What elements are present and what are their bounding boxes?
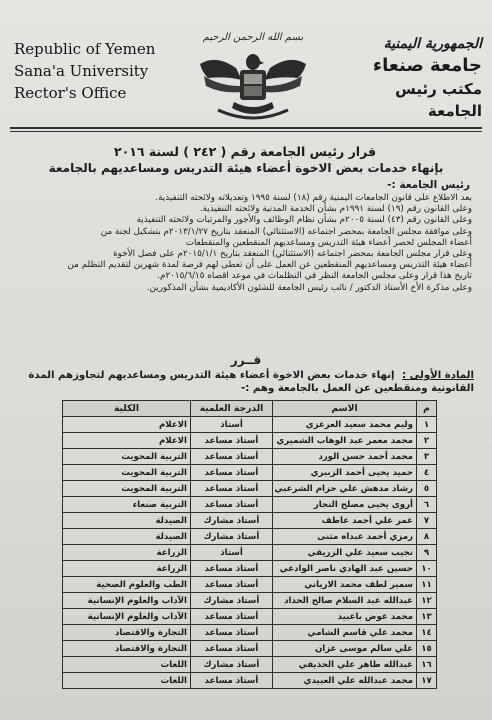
academic-rank: أستاذ مساعد: [191, 433, 273, 449]
table-row: [63, 593, 437, 609]
decision-subtitle: بإنهاء خدمات بعض الاخوة أعضاء هيئة التدريس ومساعديهم بالجامعة: [48, 161, 444, 175]
faculty-name: التربية المحويت: [63, 481, 191, 497]
faculty-name: الاعلام: [63, 417, 191, 433]
row-number: ١١: [417, 577, 437, 593]
staff-name: محمد عوض باعبيد: [273, 609, 417, 625]
table-row: [63, 433, 437, 449]
academic-rank: أستاذ مشارك: [191, 593, 273, 609]
table-row: [63, 625, 437, 641]
table-row: [63, 657, 437, 673]
table-row: [63, 497, 437, 513]
addressee: رئيس الجامعة :-: [387, 179, 470, 191]
staff-name: عبدالله عبد السلام صالح الحداد: [273, 593, 417, 609]
faculty-name: الزراعة: [63, 545, 191, 561]
faculty-name: الاعلام: [63, 433, 191, 449]
row-number: ٦: [417, 497, 437, 513]
staff-table: [62, 400, 437, 689]
letterhead-line: Sana'a University: [14, 62, 149, 80]
row-number: ١: [417, 417, 437, 433]
faculty-name: التربية المحويت: [63, 465, 191, 481]
column-header-number: م: [417, 401, 437, 417]
letterhead-line: الجمهورية اليمنية: [383, 36, 482, 52]
staff-name: رشاد مدهش علي حزام الشرعبي: [273, 481, 417, 497]
academic-rank: أستاذ مشارك: [191, 529, 273, 545]
staff-name: رمزي أحمد عبداه مثنى: [273, 529, 417, 545]
faculty-name: التجارة والاقتصاد: [63, 641, 191, 657]
row-number: ٢: [417, 433, 437, 449]
faculty-name: الآداب والعلوم الإنسانية: [63, 609, 191, 625]
row-number: ٥: [417, 481, 437, 497]
faculty-name: الصيدلة: [63, 529, 191, 545]
staff-name: وليم محمد سعيد العزعزي: [273, 417, 417, 433]
column-header-rank: الدرجة العلمية: [191, 401, 273, 417]
row-number: ٩: [417, 545, 437, 561]
preamble-clause: وعلى موافقة مجلس الجامعة بمحضر اجتماعه (الاستثنائي) المنعقد بتاريخ ٢٠١٣/١/٢٧م بتشكيل لجنة من: [100, 226, 472, 237]
table-row: [63, 417, 437, 433]
letterhead-line: Republic of Yemen: [14, 40, 156, 58]
preamble-clause: تاريخ هذا قرار وعلى مجلس الجامعة النظر في التظلمات في موعد اقصاه ٢٠١٥/٦/١٥م.: [157, 271, 472, 282]
faculty-name: اللغات: [63, 673, 191, 689]
academic-rank: أستاذ: [191, 545, 273, 561]
academic-rank: أستاذ مساعد: [191, 497, 273, 513]
preamble: [20, 193, 472, 294]
table-row: [63, 465, 437, 481]
faculty-name: التجارة والاقتصاد: [63, 625, 191, 641]
row-number: ١٢: [417, 593, 437, 609]
staff-name: عمر علي أحمد عاطف: [273, 513, 417, 529]
decision-title: قرار رئيس الجامعة رقم ( ٢٤٢ ) لسنة ٢٠١٦: [113, 144, 377, 159]
article-one: [18, 369, 474, 395]
table-row: [63, 673, 437, 689]
faculty-name: الصيدلة: [63, 513, 191, 529]
staff-name: سمير لطف محمد الارياني: [273, 577, 417, 593]
table-row: [63, 545, 437, 561]
header-divider-thin: [10, 131, 482, 132]
faculty-name: التربية صنعاء: [63, 497, 191, 513]
staff-name: أروى يحيى مصلح النجار: [273, 497, 417, 513]
academic-rank: أستاذ مساعد: [191, 625, 273, 641]
faculty-name: الزراعة: [63, 561, 191, 577]
table-row: [63, 513, 437, 529]
yemen-eagle-emblem-icon: [196, 46, 310, 126]
decree-heading: قــرر: [230, 353, 262, 367]
article-one-text: إنهاء خدمات بعض الاخوة أعضاء هيئة التدريس ومساعديهم لتجاوزهم المدة القانونية ومنقطعين عن العمل بالجامعة وهم :-: [28, 370, 474, 394]
academic-rank: أستاذ مشارك: [191, 657, 273, 673]
row-number: ١٦: [417, 657, 437, 673]
row-number: ١٠: [417, 561, 437, 577]
row-number: ١٥: [417, 641, 437, 657]
basmala: بسم الله الرحمن الرحيم: [202, 32, 304, 43]
table-row: [63, 609, 437, 625]
preamble-clause: وعلى قرار مجلس الجامعة بمحضر اجتماعه (الاستثنائي) المنعقد بتاريخ ٢٠١٥/١/١م على فصل الأخوة: [113, 249, 472, 260]
column-header-faculty: الكلية: [63, 401, 191, 417]
academic-rank: أستاذ مساعد: [191, 673, 273, 689]
preamble-clause: وعلى القانون رقم (٤٣) لسنة ٢٠٠٥م بشأن نظام الوظائف والأجور والمرتبات ولائحته التنفيذية: [136, 215, 472, 226]
table-row: [63, 529, 437, 545]
academic-rank: أستاذ مساعد: [191, 449, 273, 465]
row-number: ٨: [417, 529, 437, 545]
staff-name: عبدالله طاهر علي الحذيفي: [273, 657, 417, 673]
academic-rank: أستاذ مساعد: [191, 577, 273, 593]
staff-name: حسين عبد الهادي ناصر الوادعي: [273, 561, 417, 577]
academic-rank: أستاذ مساعد: [191, 561, 273, 577]
faculty-name: الآداب والعلوم الإنسانية: [63, 593, 191, 609]
preamble-clause: وعلى القانون رقم (١٩) لسنة ١٩٩١م بشأن الخدمة المدنية ولائحته التنفيذية.: [199, 204, 472, 215]
table-row: [63, 577, 437, 593]
column-header-name: الاسم: [273, 401, 417, 417]
row-number: ١٣: [417, 609, 437, 625]
row-number: ٤: [417, 465, 437, 481]
faculty-name: التربية المحويت: [63, 449, 191, 465]
table-row: [63, 641, 437, 657]
preamble-clause: وعلى مذكرة الأخ الأستاذ الدكتور / نائب رئيس الجامعة للشئون الأكاديمية بشأن المذكورين.: [146, 282, 472, 293]
academic-rank: أستاذ مساعد: [191, 481, 273, 497]
staff-name: علي سالم موسى عزان: [273, 641, 417, 657]
row-number: ١٧: [417, 673, 437, 689]
staff-name: محمد علي قاسم الشامي: [273, 625, 417, 641]
staff-name: نجيب سعيد علي الزريقي: [273, 545, 417, 561]
preamble-clause: بعد الاطلاع على قانون الجامعات اليمنية رقم (١٨) لسنة ١٩٩٥ وتعديلاته ولائحته التنفيذية.: [155, 193, 472, 203]
table-header-row: [63, 401, 437, 417]
table-row: [63, 449, 437, 465]
table-row: [63, 481, 437, 497]
header-divider: [10, 127, 482, 129]
article-one-label: المادة الأولى :: [402, 370, 474, 381]
table-row: [63, 561, 437, 577]
letterhead-line: مكتب رئيس الجامعة: [395, 80, 482, 120]
staff-name: حميد يحيى أحمد الزبيري: [273, 465, 417, 481]
row-number: ٧: [417, 513, 437, 529]
faculty-name: الطب والعلوم الصحية: [63, 577, 191, 593]
preamble-clause: أعضاء المجلس لحصر أعضاء هيئة التدريس ومساعديهم المنقطعين والمنقطعات: [185, 237, 472, 248]
staff-name: محمد معمر عبد الوهاب الشميري: [273, 433, 417, 449]
letterhead-arabic: [350, 34, 482, 122]
row-number: ١٤: [417, 625, 437, 641]
academic-rank: أستاذ مشارك: [191, 513, 273, 529]
letterhead-line: Rector's Office: [14, 84, 127, 102]
letterhead-line: جامعة صنعاء: [372, 55, 482, 76]
faculty-name: اللغات: [63, 657, 191, 673]
preamble-clause: أعضاء هيئة التدريس ومساعديهم المنقطعين عن العمل على أن تعطى لهم فرصة لمدة شهرين لتقديم التظلم من: [67, 260, 472, 271]
academic-rank: أستاذ مساعد: [191, 641, 273, 657]
academic-rank: أستاذ مساعد: [191, 465, 273, 481]
academic-rank: أستاذ مساعد: [191, 609, 273, 625]
staff-name: محمد أحمد حسن الورد: [273, 449, 417, 465]
row-number: ٣: [417, 449, 437, 465]
staff-name: محمد عبدالله علي العبيدي: [273, 673, 417, 689]
academic-rank: أستاذ: [191, 417, 273, 433]
letterhead-english: [14, 38, 164, 104]
